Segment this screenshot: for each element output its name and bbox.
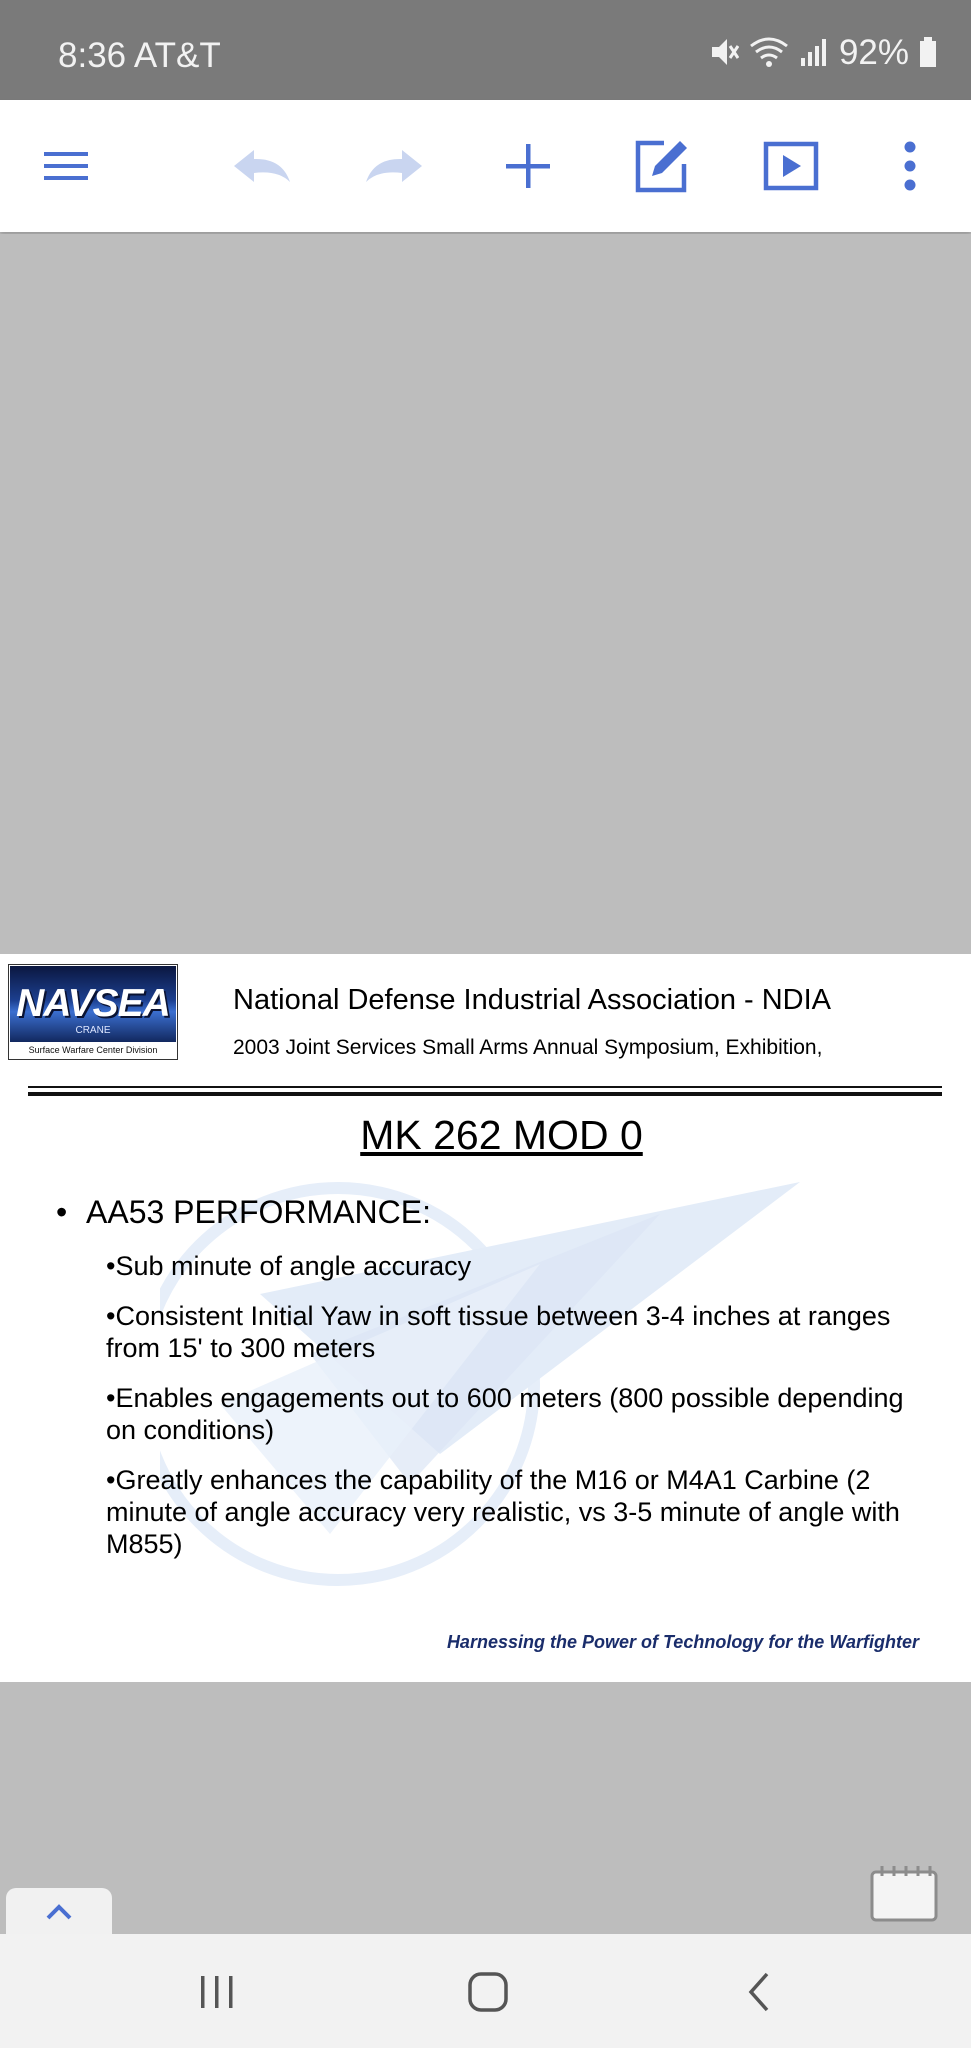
menu-button[interactable] (28, 128, 104, 204)
add-icon (503, 141, 553, 191)
menu-icon (42, 146, 90, 186)
battery-icon (919, 36, 937, 68)
bullet-dot-icon: • (56, 1194, 68, 1230)
back-button[interactable] (718, 1964, 798, 2020)
recents-button[interactable] (177, 1964, 257, 2020)
battery-percent: 92% (838, 32, 909, 72)
notes-button[interactable] (870, 1864, 938, 1922)
header-subtitle: 2003 Joint Services Small Arms Annual Symposium, Exhibition, (233, 1036, 823, 1059)
main-bullet-text: AA53 PERFORMANCE: (86, 1194, 431, 1230)
more-icon (900, 140, 920, 192)
home-icon (466, 1970, 510, 2014)
undo-icon (230, 144, 294, 188)
notes-icon (870, 1864, 938, 1922)
redo-button[interactable] (356, 128, 432, 204)
edit-button[interactable] (624, 128, 700, 204)
slide[interactable] (0, 954, 971, 1682)
recents-icon (197, 1972, 237, 2012)
chevron-up-icon (44, 1902, 74, 1922)
slide-title: MK 262 MOD 0 (360, 1112, 643, 1158)
redo-icon (362, 144, 426, 188)
more-options-button[interactable] (872, 128, 948, 204)
logo-crane-text: CRANE (75, 1025, 111, 1036)
app-toolbar (0, 100, 971, 232)
present-button[interactable] (753, 128, 829, 204)
header-divider-thick (28, 1092, 942, 1096)
play-icon (763, 141, 819, 191)
edit-icon (634, 138, 690, 194)
header-divider (28, 1086, 942, 1088)
expand-panel-button[interactable] (6, 1888, 112, 1936)
home-button[interactable] (448, 1964, 528, 2020)
navsea-logo (8, 964, 178, 1060)
sub-bullet-list (106, 1250, 916, 1578)
wifi-icon (749, 36, 789, 68)
slide-tagline: Harnessing the Power of Technology for the Warfighter (446, 1632, 919, 1652)
status-icons (709, 30, 937, 74)
mute-icon (709, 36, 739, 68)
slide-canvas[interactable] (0, 234, 971, 1934)
sub-bullet: •Consistent Initial Yaw in soft tissue between 3-4 inches at ranges from 15' to 300 meters (106, 1301, 891, 1363)
main-bullet (56, 1194, 431, 1231)
back-icon (743, 1970, 773, 2014)
signal-icon (799, 36, 829, 68)
logo-caption: Surface Warfare Center Division (28, 1045, 158, 1055)
sub-bullet: •Greatly enhances the capability of the M16 or M4A1 Carbine (2 minute of angle accuracy very realistic, vs 3-5 minute of angle with M855) (106, 1465, 900, 1559)
sub-bullet: •Sub minute of angle accuracy (106, 1251, 472, 1281)
system-nav-bar (0, 1934, 971, 2048)
status-time-carrier: 8:36 AT&T (58, 36, 221, 75)
header-title: National Defense Industrial Association - NDIA (233, 984, 832, 1016)
logo-wordmark: NAVSEA (16, 982, 170, 1025)
add-button[interactable] (490, 128, 566, 204)
undo-button[interactable] (224, 128, 300, 204)
status-bar (0, 0, 971, 100)
sub-bullet: •Enables engagements out to 600 meters (800 possible depending on conditions) (106, 1383, 904, 1445)
